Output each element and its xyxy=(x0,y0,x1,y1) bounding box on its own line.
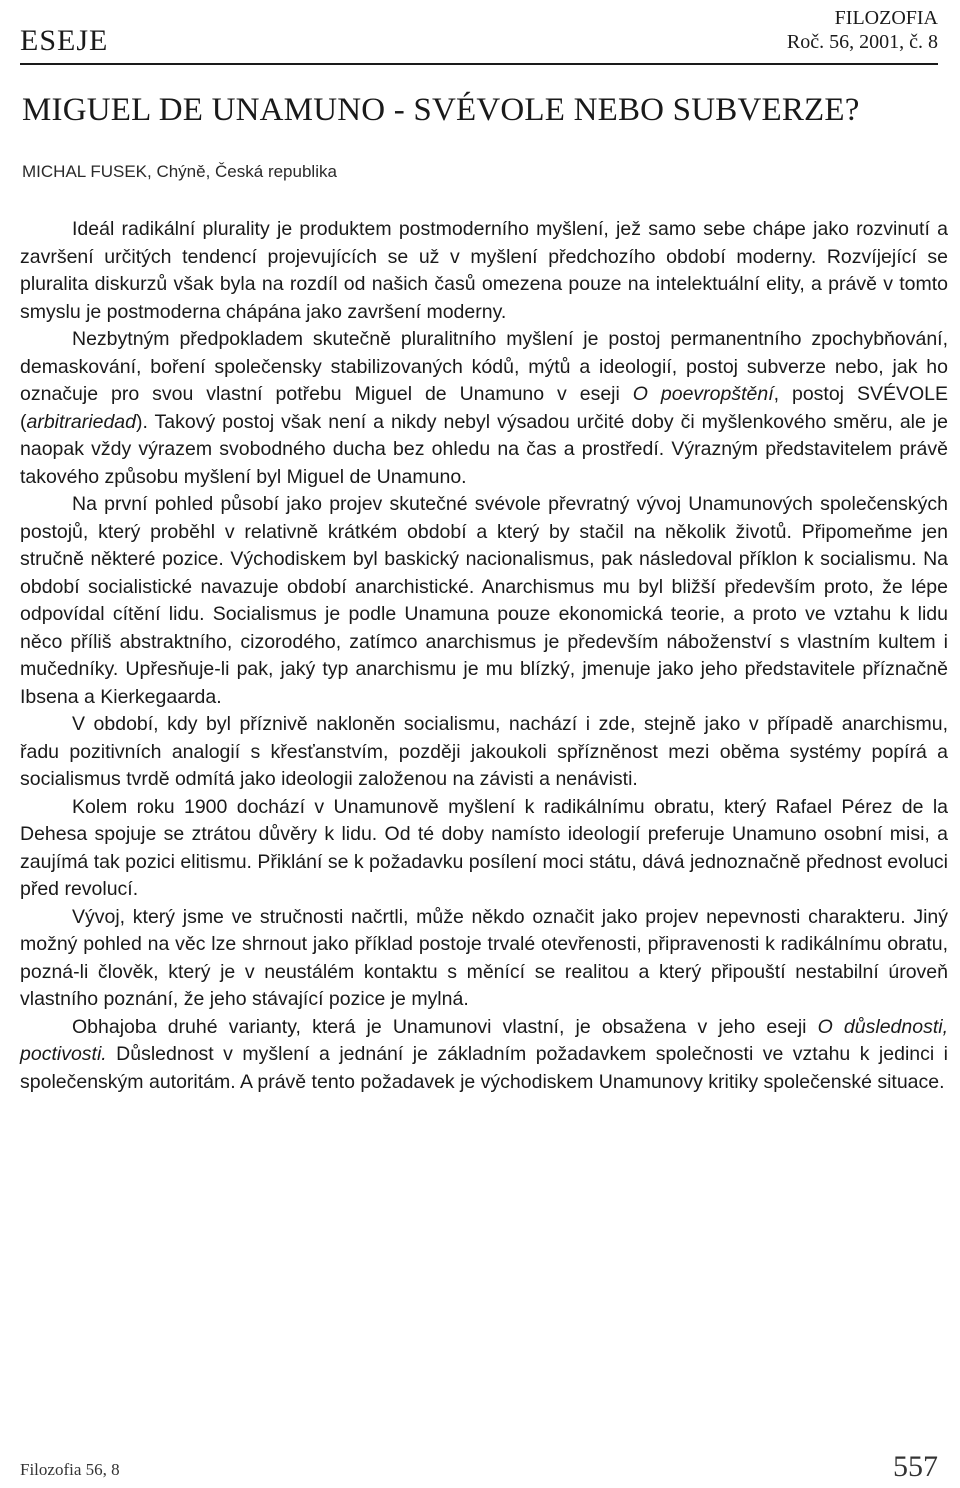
paragraph-7-part: Důslednost v myšlení a jednání je základním požadavkem společnosti ve vztahu k jedinci i společenským autoritám. A právě tento požadavek je východiskem Unamunovy kritiky společenské situace. xyxy=(20,1043,948,1093)
article-author: MICHAL FUSEK, Chýně, Česká republika xyxy=(22,162,337,181)
paragraph-7-part: Obhajoba druhé varianty, která je Unamunovi vlastní, je obsažena v jeho eseji xyxy=(72,1015,818,1038)
paragraph-3: Na první pohled působí jako projev skutečné svévole převratný vývoj Unamunových společenských postojů, který proběhl v relativně krátkém období a který by stačil na několik životů. Připomeňme jen stručně některé pozice. Východiskem byl baskický nacionalismus, pak následoval příklon k socialismu. Na období socialistické navazuje období anarchistické. Anarchismus mu byl bližší především proto, že lépe odpovídal cítění lidu. Socialismus je podle Unamuna pouze ekonomická teorie, a proto ve vztahu k lidu něco příliš abstraktního, cizorodého, zatímco anarchismus je především náboženství s vlastním kultem i mučedníky. Upřesňuje-li pak, jaký typ anarchismu je mu blízký, jmenuje jako jeho představitele příznačně Ibsena a Kierkegaarda. xyxy=(20,493,948,708)
journal-name: FILOZOFIA xyxy=(834,7,938,29)
page-header xyxy=(20,0,938,66)
paragraph-2-part: Nezbytným předpokladem skutečně pluralitního myšlení je postoj permanentního zpochybňování, demaskování, boření společensky stabilizovaných kódů, mýtů a ideologií, postoj subverze nebo, jak ho označuje pro svou vlastní potřebu Miguel de Unamuno v eseji xyxy=(20,328,948,405)
section-label: ESEJE xyxy=(20,24,109,57)
journal-info xyxy=(787,6,938,54)
paragraph-5: Kolem roku 1900 dochází v Unamunově myšlení k radikálnímu obratu, který Rafael Pérez de la Dehesa spojuje se ztrátou důvěry k lidu. Od té doby namísto ideologií preferuje Unamuno osobní misi, a zaujímá tak pozici elitismu. Přiklání se k požadavku posílení moci státu, dává jednoznačně přednost evoluci před revolucí. xyxy=(20,795,948,900)
article-body xyxy=(20,216,948,1096)
paragraph-4: V období, kdy byl příznivě nakloněn socialismu, nachází i zde, stejně jako v případě anarchismu, řadu pozitivních analogií s křesťanstvím, později jakoukoli spřízněnost mezi oběma systémy popírá a socialismus tvrdě odmítá jako ideologii založenou na závisti a nenávisti. xyxy=(20,713,948,790)
journal-volume: Roč. 56, 2001, č. 8 xyxy=(786,31,938,53)
paragraph-2-part: , postoj SVÉVOLE ( xyxy=(20,383,948,433)
essay-title-italic: O důslednosti, poctivosti. xyxy=(20,1015,948,1065)
paragraph-1: Ideál radikální plurality je produktem postmoderního myšlení, jež samo sebe chápe jako rozvinutí a završení určitých tendencí projevujících se už v myšlení předchozího období moderny. Rozvíjející se pluralita diskurzů však byla na rozdíl od našich časů omezena pouze na intelektuální elity, a právě v tomto smyslu je postmoderna chápána jako završení moderny. xyxy=(20,218,948,323)
paragraph-6: Vývoj, který jsme ve stručnosti načrtli, může někdo označit jako projev nepevnosti charakteru. Jiný možný pohled na věc lze shrnout jako příklad postoje trvalé otevřenosti, připravenosti k radikálnímu obratu, pozná-li člověk, který je v neustálém kontaktu s měnící se realitou a který připouští nestabilní úroveň vlastního poznání, že jeho stávající pozice je mylná. xyxy=(20,905,948,1010)
article-title: MIGUEL DE UNAMUNO - SVÉVOLE NEBO SUBVERZE? xyxy=(22,92,860,128)
essay-title-italic: O poevropštění xyxy=(632,383,774,405)
term-italic: arbitrariedad xyxy=(26,410,136,433)
paragraph-2 xyxy=(20,326,948,491)
page-number: 557 xyxy=(893,1450,938,1483)
footer-journal: Filozofia 56, 8 xyxy=(20,1460,120,1479)
header-rule xyxy=(20,63,938,65)
paragraph-2-part: ). Takový postoj však není a nikdy nebyl výsadou určité doby či myšlenkového směru, ale je naopak vždy výrazem svobodného ducha bez ohledu na čas a prostředí. Výrazným představitelem právě takového způsobu myšlení byl Miguel de Unamuno. xyxy=(20,410,948,488)
paragraph-7 xyxy=(20,1014,948,1097)
